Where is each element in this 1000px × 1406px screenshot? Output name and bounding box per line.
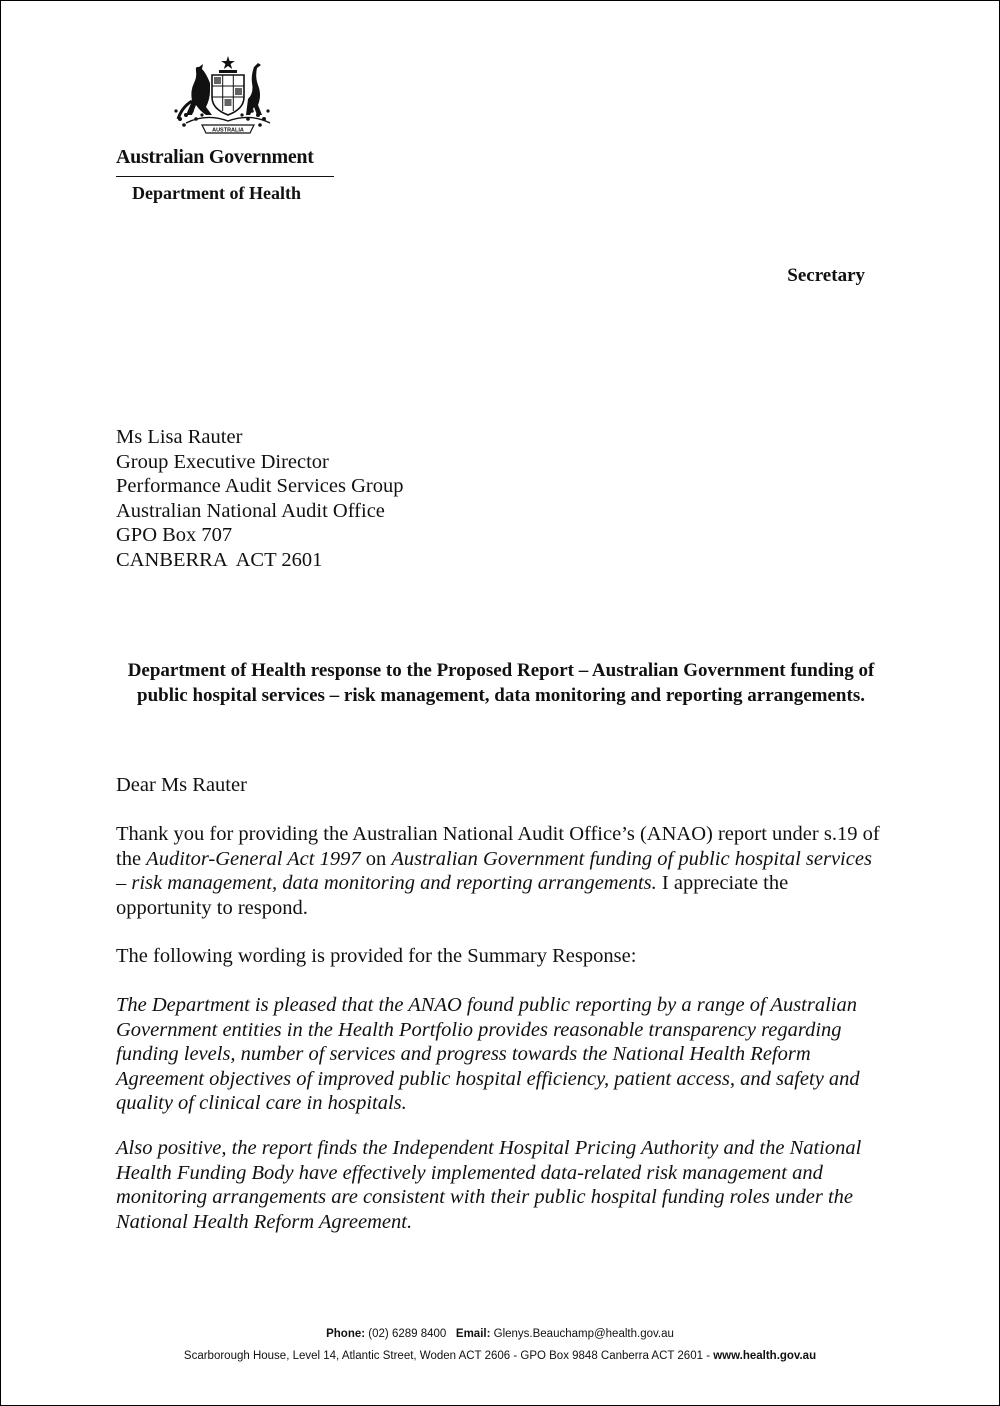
lead-in-paragraph: The following wording is provided for the Summary Response: [116, 945, 637, 967]
addressee-block [116, 425, 404, 572]
office-title: Secretary [787, 265, 865, 286]
summary-paragraph: Also positive, the report finds the Independent Hospital Pricing Authority and the National Health Funding Body have effectively implemented data-related risk management and monitoring arrangements are consistent with their public hospital funding roles under the National Health Reform Agreement. [116, 1137, 862, 1233]
crest-motto: AUSTRALIA [212, 127, 244, 134]
intro-text: I appreciate the opportunity to respond. [116, 872, 789, 919]
addressee-line: CANBERRA ACT 2601 [116, 548, 323, 571]
email-label: Email: [455, 1328, 491, 1340]
addressee-line: Group Executive Director [116, 450, 329, 473]
footer-contact [1, 1328, 999, 1340]
intro-text: on [360, 847, 392, 870]
phone-label: Phone: [326, 1328, 366, 1340]
government-name: Australian Government [116, 146, 314, 168]
addressee-line: Ms Lisa Rauter [116, 426, 243, 448]
act-title: Auditor-General Act 1997 [146, 847, 361, 870]
intro-text: Thank you for providing the Australian National Audit Office’s (ANAO) report under s.19 of the [116, 823, 880, 870]
letterhead-divider [116, 176, 334, 177]
addressee-line: Australian National Audit Office [116, 499, 385, 522]
addressee-line: GPO Box 707 [116, 524, 233, 546]
report-title: Australian Government funding of public hospital services – risk management, data monitoring and reporting arrangements. [116, 847, 872, 894]
salutation: Dear Ms Rauter [116, 774, 247, 796]
letter-subject: Department of Health response to the Proposed Report – Australian Government funding of public hospital services – risk management, data monitoring and reporting arrangements. [127, 660, 875, 706]
intro-paragraph [116, 822, 886, 920]
addressee-line: Performance Audit Services Group [116, 475, 404, 497]
postal-address: Scarborough House, Level 14, Atlantic Street, Woden ACT 2606 - GPO Box 9848 Canberra ACT 2601 - [183, 1350, 714, 1362]
coat-of-arms-icon [166, 53, 278, 141]
website-link[interactable]: www.health.gov.au [713, 1350, 817, 1362]
summary-paragraph: The Department is pleased that the ANAO found public reporting by a range of Australian Government entities in the Health Portfolio provides reasonable transparency regarding funding levels, number of services and progress towards the National Health Reform Agreement objectives of improved public hospital efficiency, patient access, and safety and quality of clinical care in hospitals. [116, 994, 860, 1114]
department-name: Department of Health [132, 183, 301, 203]
footer-address [1, 1350, 999, 1362]
phone-number: (02) 6289 8400 [368, 1328, 447, 1340]
email-address: Glenys.Beauchamp@health.gov.au [493, 1328, 674, 1340]
